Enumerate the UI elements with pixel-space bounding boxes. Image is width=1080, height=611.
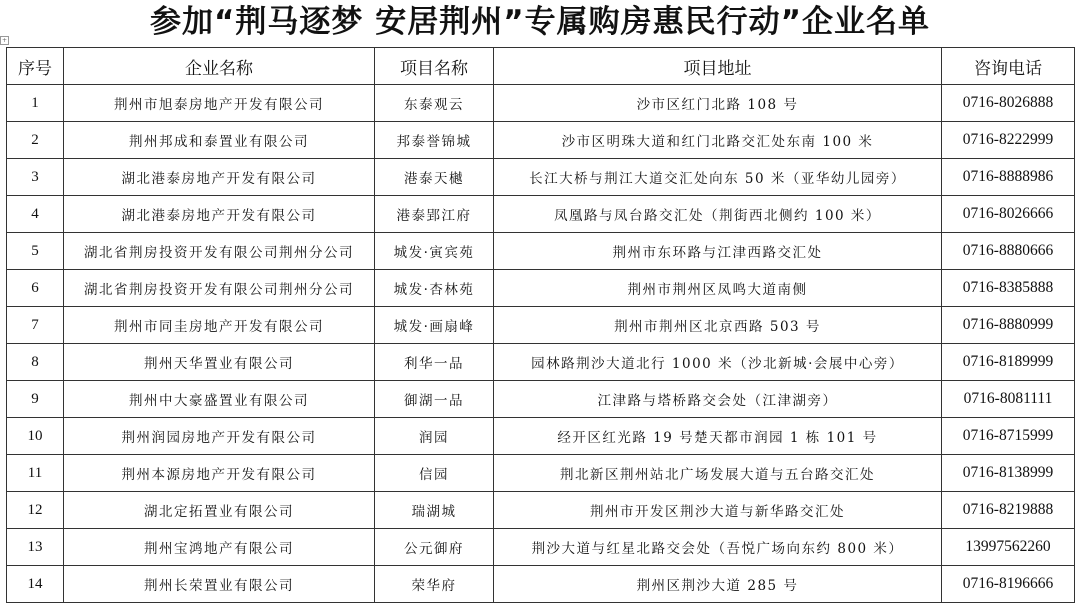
cell-index: 4 (7, 196, 64, 233)
cell-index: 3 (7, 159, 64, 196)
cell-phone: 13997562260 (942, 529, 1075, 566)
cell-index: 5 (7, 233, 64, 270)
cell-address: 荆北新区荆州站北广场发展大道与五台路交汇处 (494, 455, 942, 492)
cell-phone: 0716-8880999 (942, 307, 1075, 344)
table-row (7, 529, 1075, 566)
cell-project: 城发·寅宾苑 (375, 233, 494, 270)
cell-company: 湖北省荆房投资开发有限公司荆州分公司 (64, 233, 375, 270)
header-address: 项目地址 (494, 48, 942, 85)
cell-project: 公元御府 (375, 529, 494, 566)
cell-index: 13 (7, 529, 64, 566)
cell-project: 信园 (375, 455, 494, 492)
table-row (7, 159, 1075, 196)
document-title: 参加“荆马逐梦 安居荆州”专属购房惠民行动”企业名单 (150, 4, 930, 40)
cell-index: 1 (7, 85, 64, 122)
cell-address: 长江大桥与荆江大道交汇处向东 50 米（亚华幼儿园旁） (494, 159, 942, 196)
cell-company: 荆州本源房地产开发有限公司 (64, 455, 375, 492)
table-row (7, 344, 1075, 381)
cell-index: 2 (7, 122, 64, 159)
table-row (7, 196, 1075, 233)
cell-address: 荆州市东环路与江津西路交汇处 (494, 233, 942, 270)
cell-address: 江津路与塔桥路交会处（江津湖旁） (494, 381, 942, 418)
table-move-handle-icon[interactable]: + (1, 37, 8, 44)
table-row (7, 85, 1075, 122)
cell-project: 瑞湖城 (375, 492, 494, 529)
header-company: 企业名称 (64, 48, 375, 85)
table-row (7, 418, 1075, 455)
cell-company: 湖北省荆房投资开发有限公司荆州分公司 (64, 270, 375, 307)
cell-address: 荆州市荆州区北京西路 503 号 (494, 307, 942, 344)
cell-address: 荆州区荆沙大道 285 号 (494, 566, 942, 603)
cell-project: 城发·画扇峰 (375, 307, 494, 344)
cell-project: 邦泰誉锦城 (375, 122, 494, 159)
cell-project: 城发·杏林苑 (375, 270, 494, 307)
cell-phone: 0716-8189999 (942, 344, 1075, 381)
table-row (7, 270, 1075, 307)
table-row (7, 566, 1075, 603)
cell-company: 湖北定拓置业有限公司 (64, 492, 375, 529)
table-row (7, 122, 1075, 159)
cell-phone: 0716-8880666 (942, 233, 1075, 270)
cell-phone: 0716-8026666 (942, 196, 1075, 233)
cell-phone: 0716-8222999 (942, 122, 1075, 159)
cell-address: 凤凰路与凤台路交汇处（荆街西北侧约 100 米） (494, 196, 942, 233)
cell-company: 荆州天华置业有限公司 (64, 344, 375, 381)
cell-project: 润园 (375, 418, 494, 455)
header-phone: 咨询电话 (942, 48, 1075, 85)
table-row (7, 233, 1075, 270)
cell-project: 东泰观云 (375, 85, 494, 122)
cell-phone: 0716-8081111 (942, 381, 1075, 418)
cell-index: 12 (7, 492, 64, 529)
cell-company: 湖北港泰房地产开发有限公司 (64, 196, 375, 233)
cell-project: 港泰郢江府 (375, 196, 494, 233)
cell-phone: 0716-8385888 (942, 270, 1075, 307)
cell-phone: 0716-8888986 (942, 159, 1075, 196)
cell-index: 11 (7, 455, 64, 492)
cell-index: 6 (7, 270, 64, 307)
cell-index: 7 (7, 307, 64, 344)
cell-phone: 0716-8026888 (942, 85, 1075, 122)
cell-index: 9 (7, 381, 64, 418)
header-index: 序号 (7, 48, 64, 85)
cell-company: 荆州长荣置业有限公司 (64, 566, 375, 603)
cell-address: 荆沙大道与红星北路交会处（吾悦广场向东约 800 米） (494, 529, 942, 566)
cell-index: 8 (7, 344, 64, 381)
cell-company: 荆州市旭泰房地产开发有限公司 (64, 85, 375, 122)
cell-phone: 0716-8138999 (942, 455, 1075, 492)
table-row (7, 492, 1075, 529)
cell-project: 荣华府 (375, 566, 494, 603)
cell-address: 沙市区红门北路 108 号 (494, 85, 942, 122)
cell-address: 园林路荆沙大道北行 1000 米（沙北新城·会展中心旁） (494, 344, 942, 381)
cell-index: 14 (7, 566, 64, 603)
cell-company: 荆州邦成和泰置业有限公司 (64, 122, 375, 159)
cell-address: 荆州市荆州区凤鸣大道南侧 (494, 270, 942, 307)
header-project: 项目名称 (375, 48, 494, 85)
cell-phone: 0716-8219888 (942, 492, 1075, 529)
cell-company: 荆州宝鸿地产有限公司 (64, 529, 375, 566)
table-row (7, 381, 1075, 418)
company-list-table (6, 47, 1075, 603)
cell-index: 10 (7, 418, 64, 455)
cell-address: 荆州市开发区荆沙大道与新华路交汇处 (494, 492, 942, 529)
cell-company: 湖北港泰房地产开发有限公司 (64, 159, 375, 196)
table-row (7, 307, 1075, 344)
cell-company: 荆州中大豪盛置业有限公司 (64, 381, 375, 418)
cell-address: 经开区红光路 19 号楚天都市润园 1 栋 101 号 (494, 418, 942, 455)
cell-project: 港泰天樾 (375, 159, 494, 196)
table-row (7, 455, 1075, 492)
cell-company: 荆州市同圭房地产开发有限公司 (64, 307, 375, 344)
cell-phone: 0716-8715999 (942, 418, 1075, 455)
cell-company: 荆州润园房地产开发有限公司 (64, 418, 375, 455)
cell-project: 利华一品 (375, 344, 494, 381)
cell-phone: 0716-8196666 (942, 566, 1075, 603)
cell-project: 御湖一品 (375, 381, 494, 418)
cell-address: 沙市区明珠大道和红门北路交汇处东南 100 米 (494, 122, 942, 159)
table-header-row (7, 48, 1075, 85)
